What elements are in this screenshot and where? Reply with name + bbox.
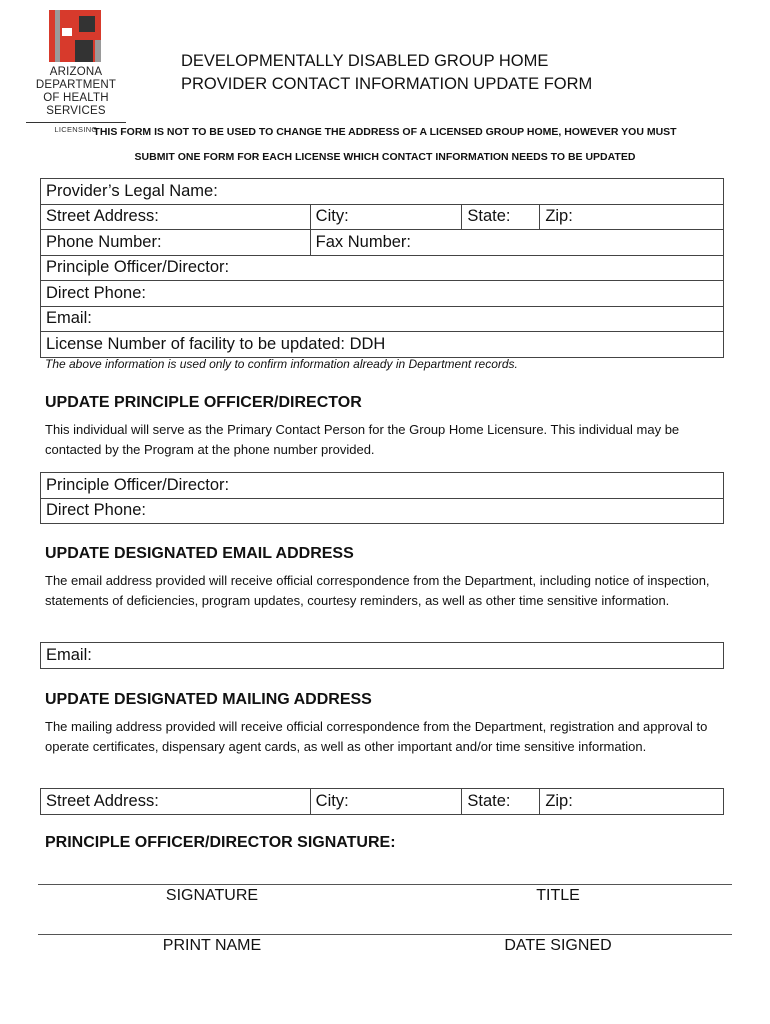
phone-field[interactable]: Phone Number: xyxy=(41,230,311,256)
email-update-field[interactable]: Email: xyxy=(41,643,724,669)
mailing-state-field[interactable]: State: xyxy=(462,789,540,815)
direct-phone-field[interactable]: Direct Phone: xyxy=(41,281,724,307)
officer-table xyxy=(40,472,724,524)
zip-field[interactable]: Zip: xyxy=(540,204,724,230)
email-section-heading: UPDATE DESIGNATED EMAIL ADDRESS xyxy=(45,545,354,562)
fax-field[interactable]: Fax Number: xyxy=(310,230,723,256)
form-notice: THIS FORM IS NOT TO BE USED TO CHANGE THE ADDRESS OF A LICENSED GROUP HOME, HOWEVER YOU MUST SUBMIT ONE FORM FOR EACH LICENSE WHICH CONTACT INFORMATION NEEDS TO BE UPDATED xyxy=(93,126,677,163)
org-name: ARIZONA DEPARTMENT OF HEALTH SERVICES xyxy=(35,66,117,117)
mailing-street-field[interactable]: Street Address: xyxy=(41,789,311,815)
email-section-text: The email address provided will receive official correspondence from the Department, including notice of inspection, statements of deficiencies, program updates, courtesy reminders, as well as other time sensitive information. xyxy=(45,573,710,608)
signature-label: SIGNATURE xyxy=(165,887,259,904)
officer-update-field[interactable]: Principle Officer/Director: xyxy=(41,473,724,499)
title-label: TITLE xyxy=(536,887,580,904)
state-field[interactable]: State: xyxy=(462,204,540,230)
mailing-section-heading: UPDATE DESIGNATED MAILING ADDRESS xyxy=(45,691,372,708)
signature-heading: PRINCIPLE OFFICER/DIRECTOR SIGNATURE: xyxy=(45,834,396,851)
date-signed-label: DATE SIGNED xyxy=(504,937,612,954)
print-name-label: PRINT NAME xyxy=(162,937,262,954)
officer-section-heading: UPDATE PRINCIPLE OFFICER/DIRECTOR xyxy=(45,394,362,411)
officer-phone-field[interactable]: Direct Phone: xyxy=(41,498,724,524)
mailing-table xyxy=(40,788,724,815)
adhs-logo xyxy=(16,10,136,134)
provider-info-table xyxy=(40,178,724,358)
form-title: DEVELOPMENTALLY DISABLED GROUP HOME PROVIDER CONTACT INFORMATION UPDATE FORM xyxy=(181,52,593,93)
street-field[interactable]: Street Address: xyxy=(41,204,311,230)
records-note: The above information is used only to confirm information already in Department records. xyxy=(45,357,518,371)
org-subtitle: LICENSING xyxy=(54,125,98,134)
license-number-field[interactable]: License Number of facility to be updated: DDH xyxy=(41,332,724,358)
mailing-section-text: The mailing address provided will receive official correspondence from the Department, registration and approval to operate certificates, dispensary agent cards, as well as other important and/or time sensitive information. xyxy=(45,719,708,754)
legal-name-field[interactable]: Provider’s Legal Name: xyxy=(41,179,724,205)
officer-field[interactable]: Principle Officer/Director: xyxy=(41,255,724,281)
signature-line[interactable] xyxy=(38,884,732,885)
city-field[interactable]: City: xyxy=(310,204,462,230)
mailing-zip-field[interactable]: Zip: xyxy=(540,789,724,815)
adhs-emblem-icon xyxy=(49,10,101,62)
email-field[interactable]: Email: xyxy=(41,306,724,332)
print-name-line[interactable] xyxy=(38,934,732,935)
mailing-city-field[interactable]: City: xyxy=(310,789,462,815)
officer-section-text: This individual will serve as the Primary Contact Person for the Group Home Licensure. This individual may be contacted by the Program at the phone number provided. xyxy=(45,422,680,457)
email-table xyxy=(40,642,724,669)
